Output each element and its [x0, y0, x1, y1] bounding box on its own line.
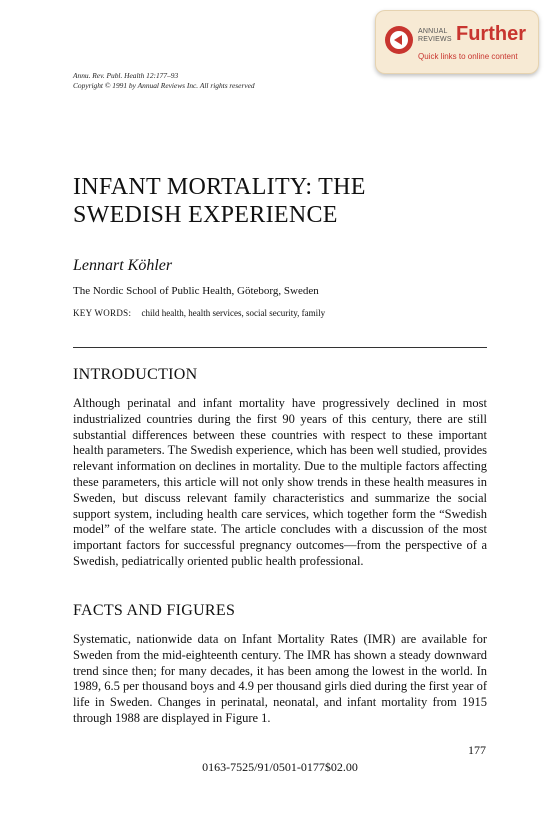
banner-quick-links[interactable]: Quick links to online content: [418, 52, 518, 61]
further-links-banner[interactable]: [375, 10, 539, 74]
keywords: [73, 308, 325, 318]
annual-reviews-logo-icon: [384, 25, 414, 55]
introduction-paragraph: Although perinatal and infant mortality have progressively declined in most industrialized countries during the first 90 years of this century, there are still substantial differences between these countries with respect to these important health parameters. The Swedish experience, which has been well studied, provides relevant information on declines in mortality. Due to the multiple factors affecting these parameters, this article will not only show trends in these health measures in Sweden, but discuss relevant family characteristics and summarize the social support system, including health care services, which together form the “Swedish model” of the welfare state. The article concludes with a discussion of the most important factors for successful pregnancy outcomes—from the perspective of a Swedish, pediatrically oriented public health professional.: [73, 396, 487, 568]
keywords-terms: child health, health services, social security, family: [141, 308, 326, 318]
author-affiliation: The Nordic School of Public Health, Göteborg, Sweden: [73, 285, 319, 297]
author-name: Lennart Köhler: [73, 257, 173, 274]
section-heading-facts: FACTS AND FIGURES: [73, 602, 236, 619]
page-number: 177: [468, 743, 486, 757]
article-title: [73, 173, 366, 229]
footer-code: 0163-7525/91/0501-0177$02.00: [202, 760, 358, 774]
title-line-2: SWEDISH EXPERIENCE: [73, 202, 338, 228]
facts-paragraph: Systematic, nationwide data on Infant Mortality Rates (IMR) are available for Sweden from the mid-eighteenth century. The IMR has shown a steady downward trend since then; for many decades, it has been among the lowest in the world. In 1989, 6.5 per thousand boys and 4.9 per thousand girls died during the first year of life in Sweden. Changes in perinatal, neonatal, and infant mortality from 1915 through 1988 are displayed in Figure 1.: [73, 632, 487, 725]
copyright-line: Copyright © 1991 by Annual Reviews Inc. All rights reserved: [73, 81, 255, 90]
banner-reviews-label: REVIEWS: [418, 36, 452, 43]
journal-citation: [73, 71, 255, 91]
title-line-1: INFANT MORTALITY: THE: [73, 174, 366, 200]
section-heading-introduction: INTRODUCTION: [73, 366, 198, 383]
keywords-label: KEY WORDS:: [73, 308, 132, 318]
citation-line: Annu. Rev. Publ. Health 12:177–93: [73, 71, 179, 80]
section-divider: [73, 347, 487, 348]
banner-further-label[interactable]: Further: [456, 23, 526, 45]
banner-annual-label: ANNUAL: [418, 28, 448, 35]
